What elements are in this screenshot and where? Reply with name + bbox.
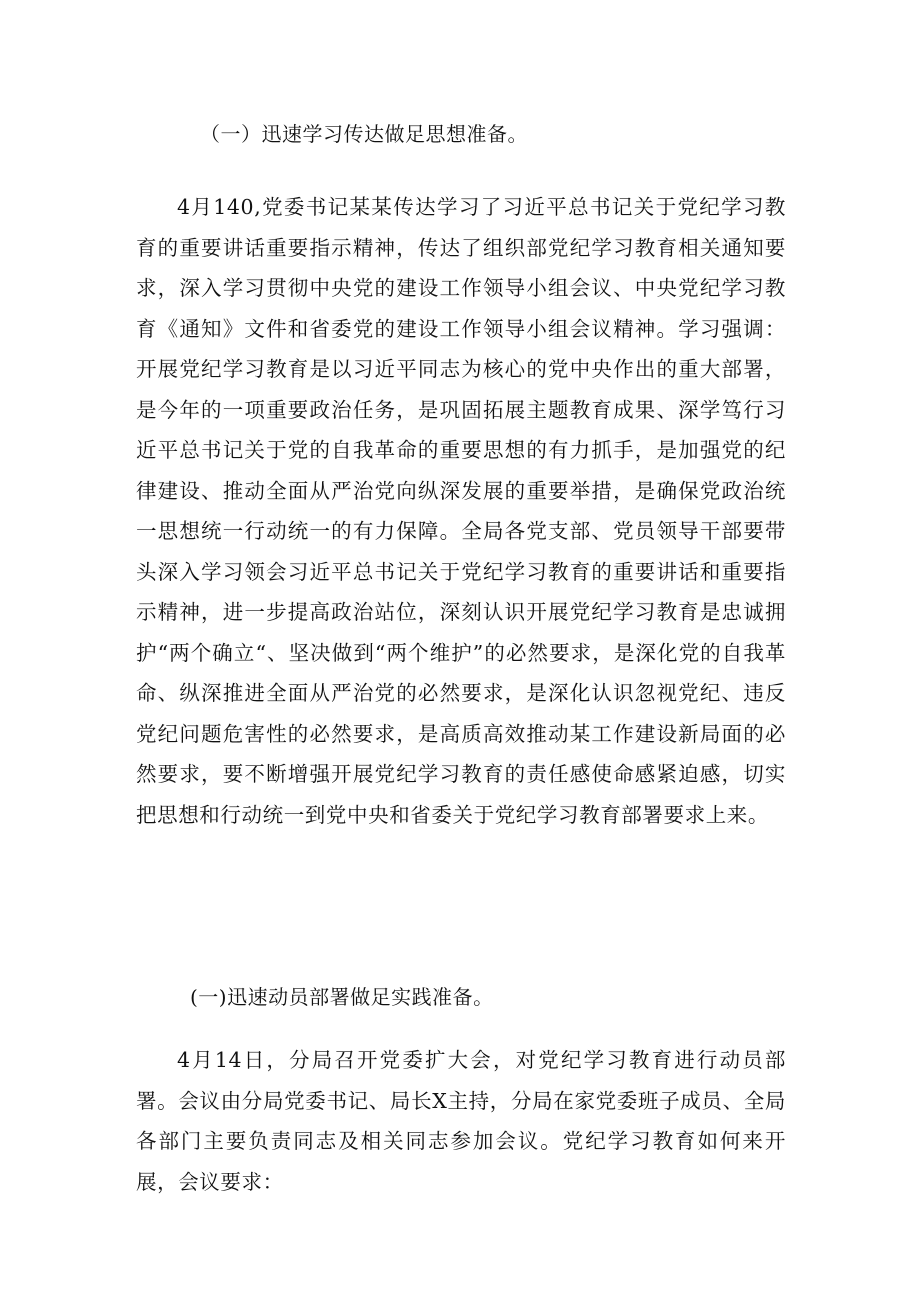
section-heading-practice-preparation: (一)迅速动员部署做足实践准备。 xyxy=(190,985,494,1009)
section-paragraph-mobilization: 4月14日，分局召开党委扩大会，对党纪学习教育进行动员部署。会议由分局党委书记、局长X主持，分局在家党委班子成员、全局各部门主要负责同志及相关同志参加会议。党纪学习教育如何来开展，会议要求： xyxy=(136,1048,786,1194)
section-heading-thought-preparation: （一）迅速学习传达做足思想准备。 xyxy=(200,122,528,146)
section-paragraph-study-convey: 4月140,党委书记某某传达学习了习近平总书记关于党纪学习教育的重要讲话重要指示精神，传达了组织部党纪学习教育相关通知要求，深入学习贯彻中央党的建设工作领导小组会议、中央党纪学习教育《通知》文件和省委党的建设工作领导小组会议精神。学习强调：开展党纪学习教育是以习近平同志为核心的党中央作出的重大部署，是今年的一项重要政治任务，是巩固拓展主题教育成果、深学笃行习近平总书记关于党的自我革命的重要思想的有力抓手，是加强党的纪律建设、推动全面从严治党向纵深发展的重要举措，是确保党政治统一思想统一行动统一的有力保障。全局各党支部、党员领导干部要带头深入学习领会习近平总书记关于党纪学习教育的重要讲话和重要指示精神，进一步提高政治站位，深刻认识开展党纪学习教育是忠诚拥护“两个确立“、坚决做到“两个维护”的必然要求，是深化党的自我革命、纵深推进全面从严治党的必然要求，是深化认识忽视党纪、违反党纪问题危害性的必然要求，是高质高效推动某工作建设新局面的必然要求，要不断增强开展党纪学习教育的责任感使命感紧迫感，切实把思想和行动统一到党中央和省委关于党纪学习教育部署要求上来。 xyxy=(136,195,786,827)
